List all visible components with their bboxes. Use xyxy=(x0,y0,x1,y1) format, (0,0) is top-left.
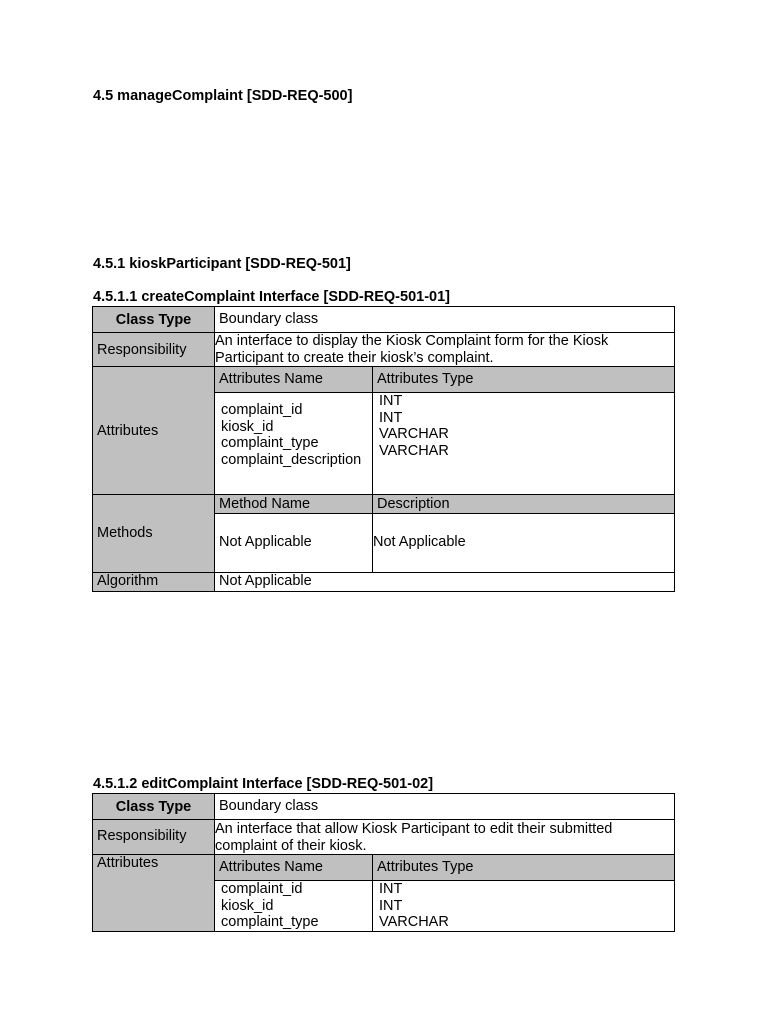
attr-types-cell xyxy=(372,880,675,932)
class-type-label: Class Type xyxy=(115,312,192,328)
attr-type: INT xyxy=(379,897,403,914)
method-name-header: Method Name xyxy=(219,496,311,512)
attr-type: VARCHAR xyxy=(379,426,449,442)
class-type-value: Boundary class xyxy=(219,311,319,327)
class-type-label: Class Type xyxy=(115,799,192,815)
class-type-label-cell xyxy=(92,793,215,820)
attr-types-cell xyxy=(372,392,675,495)
responsibility-value-cell xyxy=(214,332,675,367)
attr-name: kiosk_id xyxy=(221,418,274,435)
class-type-label-cell xyxy=(92,306,215,333)
attr-names-cell xyxy=(214,880,373,932)
description-header: Description xyxy=(377,496,450,512)
method-name-value: Not Applicable xyxy=(219,534,312,550)
attr-name-header: Attributes Name xyxy=(219,859,323,875)
attr-name-header-cell xyxy=(214,854,373,881)
section-heading-4-5-1-1: 4.5.1.1 createComplaint Interface [SDD-REQ-501-01] xyxy=(93,289,450,305)
description-value: Not Applicable xyxy=(373,534,466,550)
algorithm-label: Algorithm xyxy=(97,573,159,589)
attr-type-header: Attributes Type xyxy=(377,371,474,387)
attr-type: INT xyxy=(379,409,403,426)
algorithm-label-cell xyxy=(92,572,215,592)
attributes-label-cell xyxy=(92,854,215,932)
section-heading-4-5: 4.5 manageComplaint [SDD-REQ-500] xyxy=(93,88,353,104)
responsibility-label-cell xyxy=(92,819,215,855)
attr-type: VARCHAR xyxy=(379,914,449,930)
method-name-value-cell xyxy=(214,513,373,573)
attr-name: complaint_type xyxy=(221,914,319,930)
algorithm-value: Not Applicable xyxy=(219,573,312,589)
section-heading-4-5-1-2: 4.5.1.2 editComplaint Interface [SDD-REQ-501-02] xyxy=(93,776,434,792)
description-header-cell xyxy=(372,494,675,514)
attributes-label-cell xyxy=(92,366,215,495)
attr-type: INT xyxy=(379,393,403,409)
class-type-value-cell xyxy=(214,793,675,820)
responsibility-value: An interface that allow Kiosk Participant to edit their submitted complaint of their kiosk. xyxy=(215,821,613,854)
method-name-header-cell xyxy=(214,494,373,514)
description-value-cell xyxy=(372,513,675,573)
methods-label-cell xyxy=(92,494,215,573)
responsibility-value-cell xyxy=(214,819,675,855)
attr-type: INT xyxy=(379,881,403,897)
attr-name: complaint_id xyxy=(221,881,303,897)
attr-name: complaint_description xyxy=(221,451,362,468)
methods-label: Methods xyxy=(97,525,153,541)
responsibility-value: An interface to display the Kiosk Complaint form for the Kiosk Participant to create their kiosk’s complaint. xyxy=(215,333,609,366)
class-type-value: Boundary class xyxy=(219,798,319,814)
attributes-label: Attributes xyxy=(97,423,159,439)
attr-name: complaint_type xyxy=(221,435,319,451)
algorithm-value-cell xyxy=(214,572,675,592)
attr-name: kiosk_id xyxy=(221,897,274,914)
attributes-label: Attributes xyxy=(97,855,159,871)
attr-name-header-cell xyxy=(214,366,373,393)
class-type-value-cell xyxy=(214,306,675,333)
section-heading-4-5-1: 4.5.1 kioskParticipant [SDD-REQ-501] xyxy=(93,256,351,272)
attr-type-header: Attributes Type xyxy=(377,859,474,875)
attr-type: VARCHAR xyxy=(379,442,449,459)
attr-name-header: Attributes Name xyxy=(219,371,323,387)
responsibility-label-cell xyxy=(92,332,215,367)
responsibility-label: Responsibility xyxy=(97,828,187,844)
attr-name: complaint_id xyxy=(221,402,303,418)
responsibility-label: Responsibility xyxy=(97,342,187,358)
attr-type-header-cell xyxy=(372,366,675,393)
attr-type-header-cell xyxy=(372,854,675,881)
attr-names-cell xyxy=(214,392,373,495)
